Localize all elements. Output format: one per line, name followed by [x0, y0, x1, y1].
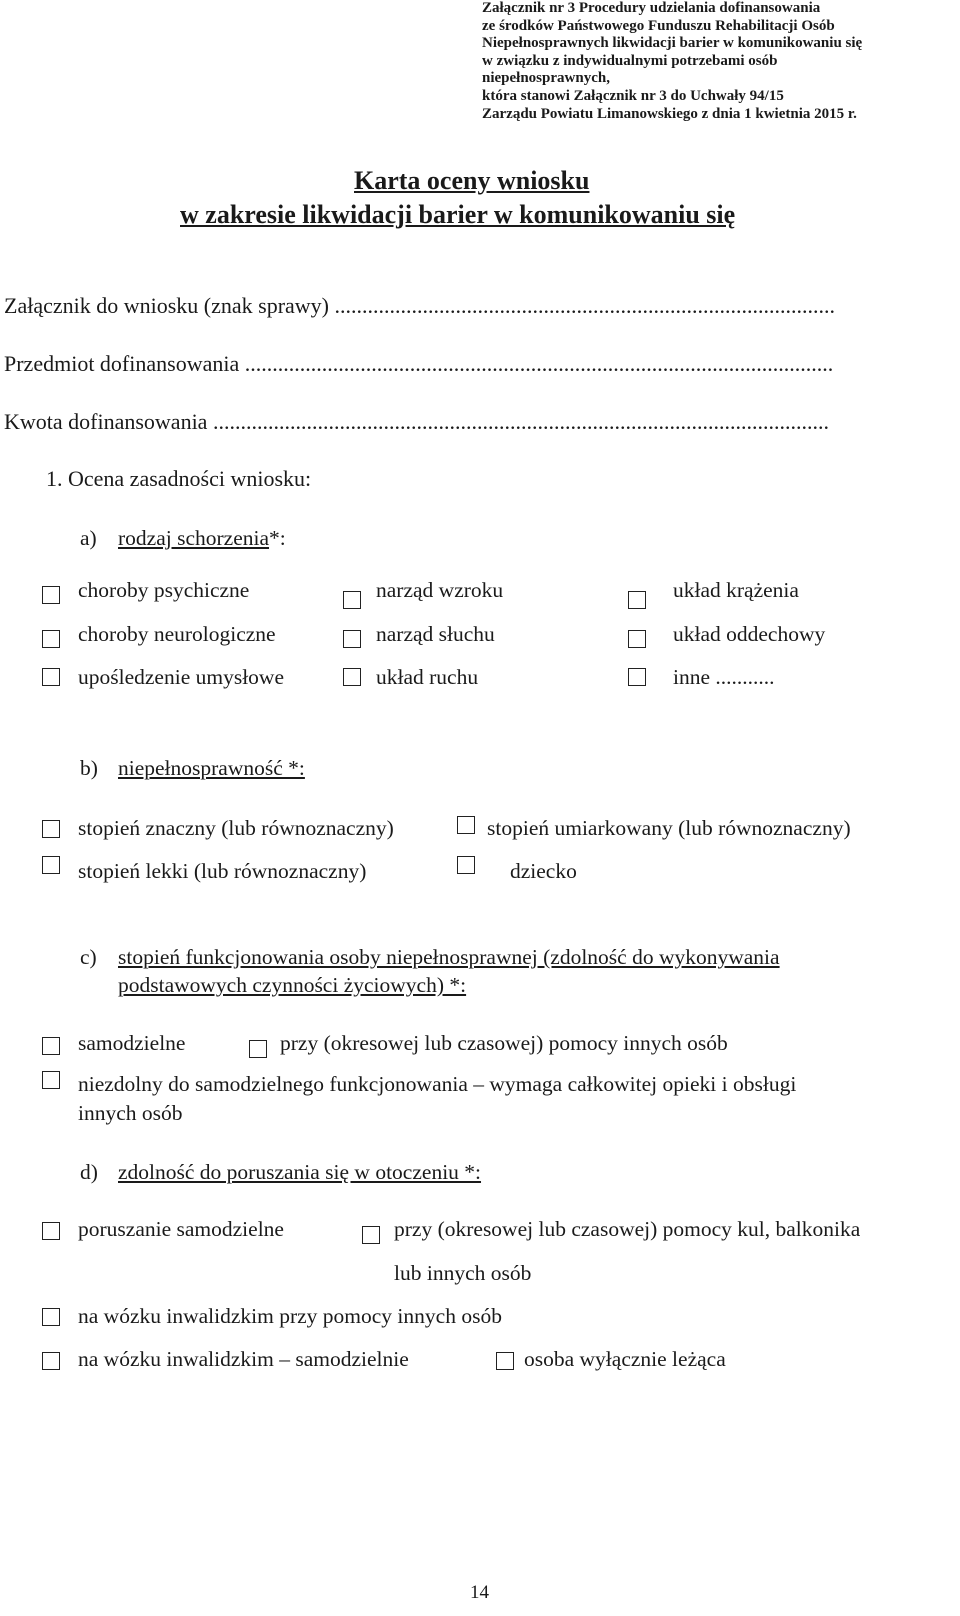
case-number-field[interactable]: Załącznik do wniosku (znak sprawy) ........................................................................................... [4, 293, 836, 318]
option-label: narząd wzroku [376, 578, 504, 602]
option-label: na wózku inwalidzkim przy pomocy innych osób [78, 1304, 502, 1328]
checkbox[interactable] [628, 668, 646, 686]
checkbox[interactable] [42, 668, 60, 686]
option-label: układ krążenia [673, 578, 799, 602]
option-label: stopień umiarkowany (lub równoznaczny) [487, 816, 851, 840]
subsection-a-label [118, 526, 286, 551]
header-line: ze środków Państwowego Funduszu Rehabilitacji Osób [482, 17, 835, 34]
option-label-cont: lub innych osób [394, 1261, 532, 1285]
option-label: przy (okresowej lub czasowej) pomocy kul, balkonika [394, 1217, 861, 1241]
option-label: przy (okresowej lub czasowej) pomocy innych osób [280, 1031, 728, 1055]
subsection-b-label: niepełnosprawność *: [118, 756, 305, 780]
option-label: układ ruchu [376, 665, 479, 689]
checkbox[interactable] [42, 1222, 60, 1240]
option-label: narząd słuchu [376, 622, 495, 646]
checkbox[interactable] [343, 668, 361, 686]
header-line: Niepełnosprawnych likwidacji barier w komunikowaniu się [482, 35, 863, 52]
checkbox[interactable] [457, 856, 475, 874]
header-line: która stanowi Załącznik nr 3 do Uchwały 94/15 [482, 87, 784, 104]
attachment-header [482, 0, 952, 123]
subsection-b-marker: b) [80, 756, 98, 780]
checkbox[interactable] [42, 820, 60, 838]
document-subtitle: w zakresie likwidacji barier w komunikowaniu się [180, 200, 736, 229]
page-number: 14 [470, 1582, 489, 1603]
option-label: osoba wyłącznie leżąca [524, 1347, 726, 1371]
checkbox[interactable] [496, 1352, 514, 1370]
header-line: Załącznik nr 3 Procedury udzielania dofinansowania [482, 0, 821, 16]
checkbox[interactable] [628, 630, 646, 648]
subsection-d-marker: d) [80, 1160, 98, 1184]
checkbox[interactable] [42, 1352, 60, 1370]
option-label: samodzielne [78, 1031, 186, 1055]
section-heading: 1. Ocena zasadności wniosku: [46, 466, 312, 491]
subject-field[interactable]: Przedmiot dofinansowania ........................................................................................................... [4, 351, 834, 376]
amount-field[interactable]: Kwota dofinansowania ................................................................................................................ [4, 409, 829, 434]
subsection-a-label-suffix: *: [269, 526, 286, 550]
checkbox[interactable] [457, 816, 475, 834]
header-line: Zarządu Powiatu Limanowskiego z dnia 1 kwietnia 2015 r. [482, 105, 857, 122]
document-title: Karta oceny wniosku [354, 166, 590, 195]
checkbox[interactable] [628, 591, 646, 609]
option-label: choroby neurologiczne [78, 622, 276, 646]
checkbox[interactable] [362, 1226, 380, 1244]
option-label: inne ........... [673, 665, 775, 689]
checkbox[interactable] [343, 591, 361, 609]
subsection-a-marker: a) [80, 526, 97, 550]
checkbox[interactable] [42, 586, 60, 604]
option-label: upośledzenie umysłowe [78, 665, 284, 689]
header-line: w związku z indywidualnymi potrzebami osób [482, 52, 778, 69]
option-label: stopień lekki (lub równoznaczny) [78, 859, 367, 883]
checkbox[interactable] [42, 630, 60, 648]
checkbox[interactable] [42, 1308, 60, 1326]
option-label: niezdolny do samodzielnego funkcjonowania – wymaga całkowitej opieki i obsługi [78, 1072, 797, 1096]
option-label: dziecko [510, 859, 577, 883]
header-line: niepełnosprawnych, [482, 70, 610, 87]
subsection-c-label: stopień funkcjonowania osoby niepełnosprawnej (zdolność do wykonywania [118, 945, 780, 969]
checkbox[interactable] [42, 856, 60, 874]
checkbox[interactable] [343, 630, 361, 648]
subsection-a-label-text: rodzaj schorzenia [118, 526, 270, 550]
subsection-c-marker: c) [80, 945, 97, 969]
option-label: układ oddechowy [673, 622, 826, 646]
checkbox[interactable] [42, 1037, 60, 1055]
option-label: na wózku inwalidzkim – samodzielnie [78, 1347, 409, 1371]
option-label: choroby psychiczne [78, 578, 250, 602]
subsection-d-label: zdolność do poruszania się w otoczeniu *: [118, 1160, 482, 1184]
subsection-c-label-cont: podstawowych czynności życiowych) *: [118, 973, 467, 997]
checkbox[interactable] [249, 1040, 267, 1058]
checkbox[interactable] [42, 1071, 60, 1089]
option-label: poruszanie samodzielne [78, 1217, 284, 1241]
option-label-cont: innych osób [78, 1101, 183, 1125]
option-label: stopień znaczny (lub równoznaczny) [78, 816, 394, 840]
